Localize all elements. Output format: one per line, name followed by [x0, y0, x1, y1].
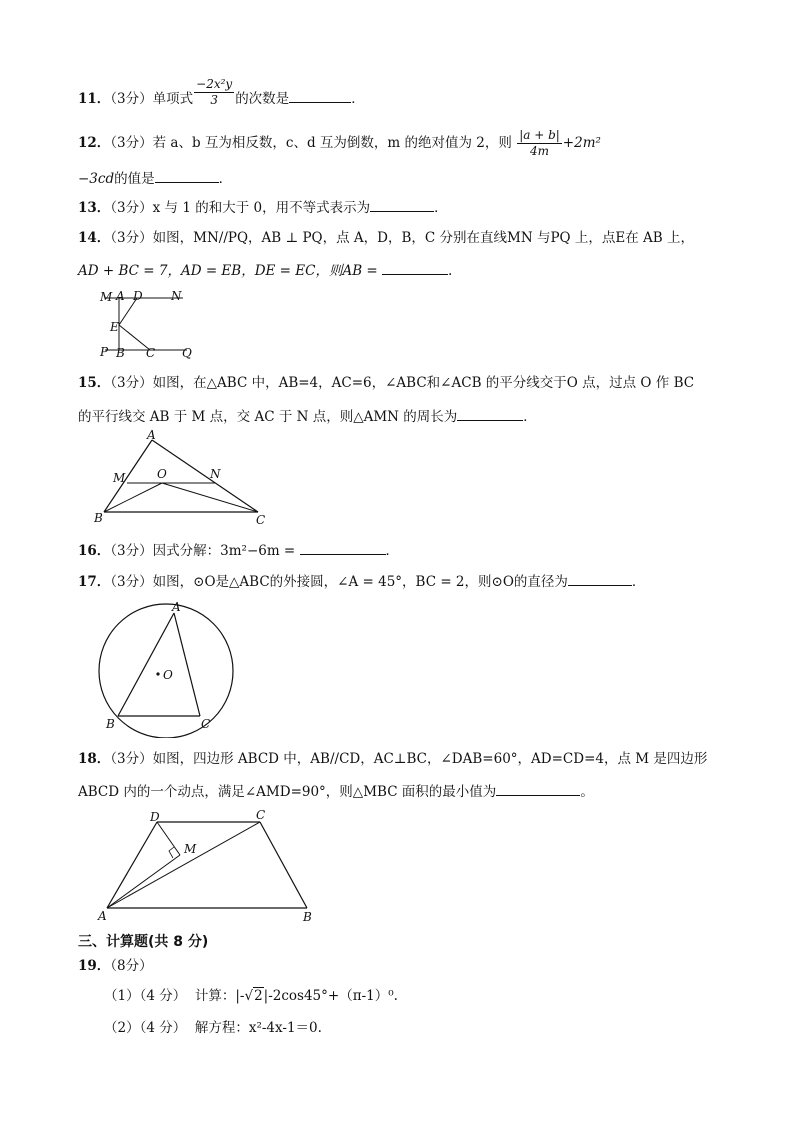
part-label: （1）（4 分） — [104, 988, 187, 1004]
end-mark: ． — [631, 574, 646, 590]
question-15 — [78, 374, 694, 392]
label-D: D — [133, 289, 143, 303]
label-A: A — [98, 909, 107, 923]
question-text: 如图，MN//PQ，AB ⊥ PQ，点 A，D，B，C 分别在直线MN 与PQ 上，点E在 AB 上， — [152, 230, 695, 246]
question-text: ABCD 内的一个动点，满足∠AMD=90°，则△MBC 面积的最小值为 — [78, 784, 497, 800]
question-text: |-2cos45°+（π-1）⁰. — [263, 988, 398, 1004]
question-text: x 与 1 的和大于 0，用不等式表示为 — [152, 200, 371, 216]
score: （3分） — [110, 751, 153, 767]
question-18-line-2 — [78, 781, 594, 801]
question-19-part-2 — [104, 1019, 322, 1037]
answer-blank — [568, 571, 632, 586]
question-text: 的平行线交 AB 于 M 点，交 AC 于 N 点，则△AMN 的周长为 — [78, 409, 458, 425]
answer-blank — [496, 781, 580, 796]
label-O: O — [157, 467, 167, 481]
fraction-numerator: |a + b| — [519, 128, 560, 142]
question-text: 如图，四边形 ABCD 中，AB//CD，AC⊥BC，∠DAB=60°，AD=CD=4，点 M 是四边形 — [152, 751, 708, 767]
fraction-denominator: 4m — [529, 144, 549, 158]
label-B: B — [116, 346, 125, 360]
label-M: M — [100, 290, 113, 304]
score: （3分） — [110, 375, 153, 391]
question-number: 15． — [78, 375, 111, 391]
end-mark: ． — [385, 543, 400, 559]
question-text: 如图，⊙O是△ABC的外接圆，∠A = 45°，BC = 2，则⊙O的直径为 — [152, 574, 568, 590]
label-A: A — [116, 289, 125, 303]
section-heading: 三、计算题(共 8 分) — [78, 934, 209, 950]
question-text: 单项式 — [152, 91, 194, 107]
figure-15 — [88, 428, 278, 530]
question-number: 16． — [78, 543, 111, 559]
score: （3分） — [110, 200, 153, 216]
question-text: 因式分解：3m²−6m = — [152, 543, 296, 559]
end-mark: ． — [351, 91, 365, 107]
label-A: A — [147, 428, 156, 442]
label-Q: Q — [182, 346, 192, 360]
math-expression: −3cd — [78, 171, 115, 187]
label-E: E — [110, 320, 119, 334]
question-11 — [78, 77, 365, 108]
question-text: 解方程：x²-4x-1＝0. — [194, 1020, 322, 1036]
answer-blank — [289, 88, 351, 103]
label-O: O — [163, 668, 173, 682]
question-number: 12． — [78, 135, 111, 151]
question-12-line-2 — [78, 168, 232, 188]
question-text: 的次数是 — [235, 91, 290, 107]
question-text: 若 a、b 互为相反数，c、d 互为倒数，m 的绝对值为 2，则 — [152, 135, 512, 151]
label-M: M — [113, 471, 126, 485]
label-N: N — [210, 467, 221, 481]
figure-14 — [95, 288, 200, 360]
question-12 — [78, 128, 601, 159]
label-C: C — [201, 717, 211, 731]
end-mark: ． — [523, 409, 537, 425]
label-M: M — [184, 842, 197, 856]
question-15-line-2 — [78, 406, 537, 426]
end-mark: 。 — [580, 784, 594, 800]
label-B: B — [94, 511, 103, 525]
label-P: P — [100, 345, 109, 359]
answer-blank — [300, 540, 386, 555]
fraction — [194, 77, 234, 108]
answer-blank — [370, 197, 434, 212]
answer-blank — [382, 260, 448, 275]
answer-blank — [155, 168, 219, 183]
question-number: 13． — [78, 200, 111, 216]
sqrt-radicand: 2 — [254, 988, 263, 1004]
figure-17 — [92, 598, 252, 738]
math-expression: +2m² — [562, 135, 601, 151]
question-text: 如图，在△ABC 中，AB=4，AC=6，∠ABC和∠ACB 的平分线交于O 点，过点 O 作 BC — [152, 375, 695, 391]
fraction-denominator: 3 — [210, 93, 218, 107]
score: （3分） — [110, 543, 153, 559]
end-mark: . — [448, 263, 453, 279]
end-mark: ． — [434, 200, 448, 216]
question-number: 18． — [78, 751, 111, 767]
score: （3分） — [110, 574, 153, 590]
score: （3分） — [110, 91, 153, 107]
figure-18 — [95, 805, 325, 925]
question-number: 19． — [78, 958, 111, 974]
score: （3分） — [110, 230, 153, 246]
label-B: B — [303, 910, 312, 924]
question-14-line-2 — [78, 260, 452, 280]
question-number: 17． — [78, 574, 111, 590]
sqrt-symbol: √ — [244, 988, 254, 1004]
label-C: C — [256, 513, 266, 527]
question-text: 计算：|- — [194, 988, 245, 1004]
label-C: C — [256, 808, 266, 822]
fraction-numerator: −2x²y — [196, 77, 233, 91]
label-N: N — [171, 289, 182, 303]
question-17 — [78, 571, 645, 591]
answer-blank — [457, 406, 523, 421]
score: （3分） — [110, 135, 153, 151]
question-19 — [78, 957, 153, 975]
label-C: C — [146, 346, 156, 360]
question-14 — [78, 229, 694, 247]
question-number: 14． — [78, 230, 111, 246]
question-text: AD + BC = 7，AD = EB，DE = EC，则AB = — [78, 263, 378, 279]
label-B: B — [106, 717, 115, 731]
question-13 — [78, 197, 448, 217]
question-16 — [78, 540, 399, 560]
end-mark: ． — [218, 171, 233, 187]
part-label: （2）（4 分） — [104, 1020, 187, 1036]
question-18 — [78, 750, 707, 768]
question-19-part-1 — [104, 987, 398, 1005]
question-number: 11． — [78, 91, 111, 107]
fraction — [517, 128, 562, 159]
score: （8分） — [110, 958, 153, 974]
label-A: A — [172, 600, 181, 614]
question-text: 的值是 — [114, 171, 155, 187]
label-D: D — [150, 810, 160, 824]
